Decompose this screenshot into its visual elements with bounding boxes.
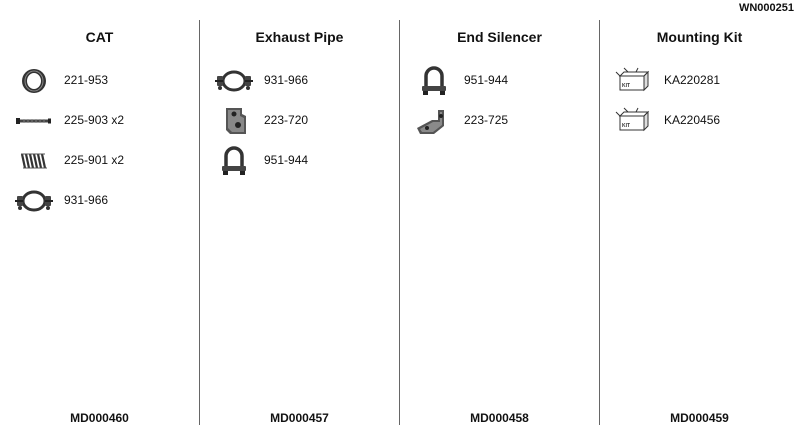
column-title: CAT [85,29,114,45]
parts-list [400,66,599,146]
part-code: 221-953 [64,73,109,87]
part-code: 931-966 [64,193,109,207]
column-footer-code: MD000460 [70,411,129,425]
gasket-ring-icon [14,66,54,96]
column-footer-code: MD000458 [470,411,529,425]
column-footer-code: MD000459 [670,411,729,425]
pipe-clamp-icon [14,186,54,216]
part-code: 225-901 x2 [64,153,125,167]
svg-text:KIT: KIT [622,123,631,129]
part-item [0,146,199,186]
parts-list [0,66,199,226]
part-code: 225-903 x2 [64,113,125,127]
part-item [200,146,399,186]
column-exhaust-pipe [199,20,399,425]
parts-list [200,66,399,186]
part-item [0,106,199,146]
part-item [400,106,599,146]
kit-box-icon [614,106,654,136]
spring-icon [14,146,54,176]
part-code: KA220281 [664,73,721,87]
bolt-icon [14,106,54,136]
u-clamp-icon [214,146,254,176]
part-code: 223-725 [464,113,509,127]
svg-text:KIT: KIT [622,83,631,89]
parts-columns [0,20,800,425]
part-code: 951-944 [264,153,309,167]
part-item [400,66,599,106]
part-item [600,106,799,146]
column-title: End Silencer [457,29,542,45]
part-item [200,106,399,146]
part-code: 951-944 [464,73,509,87]
part-code: 931-966 [264,73,309,87]
part-code: KA220456 [664,113,721,127]
document-id: WN000251 [738,2,794,14]
kit-box-icon [614,66,654,96]
column-title: Mounting Kit [656,29,743,45]
column-cat [0,20,199,425]
part-item [600,66,799,106]
angle-bracket-icon [414,106,454,136]
part-item [200,66,399,106]
part-code: 223-720 [264,113,309,127]
mounting-bracket-icon [214,106,254,136]
column-end-silencer [399,20,599,425]
parts-list [600,66,799,146]
part-item [0,186,199,226]
pipe-clamp-icon [214,66,254,96]
column-footer-code: MD000457 [270,411,329,425]
column-title: Exhaust Pipe [255,29,344,45]
u-clamp-icon [414,66,454,96]
part-item [0,66,199,106]
column-mounting-kit [599,20,799,425]
